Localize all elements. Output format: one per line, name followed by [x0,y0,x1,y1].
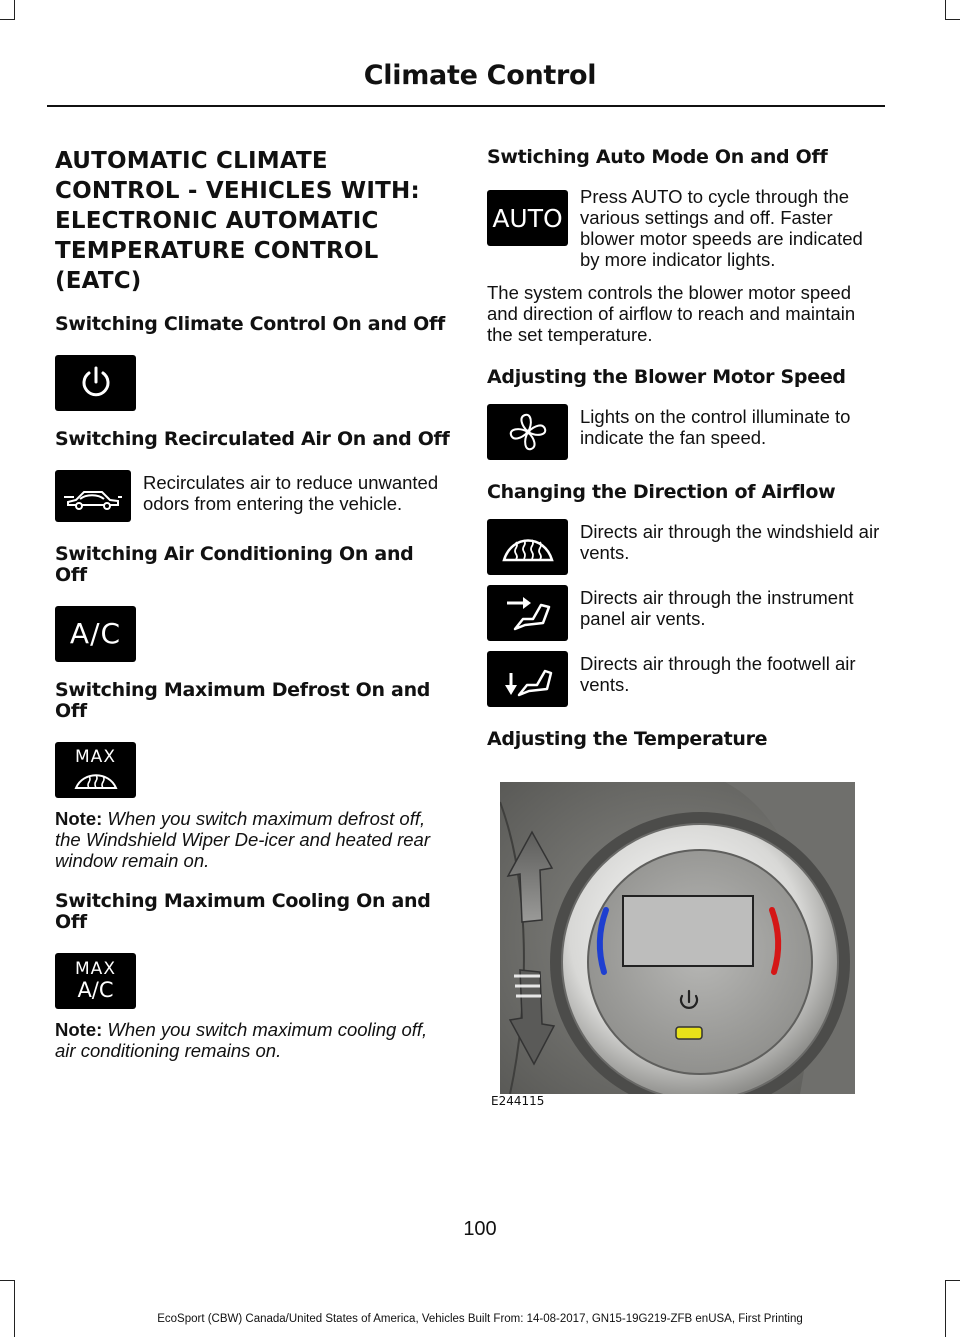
footwell-vents-icon [487,651,568,707]
ac-icon-label: A/C [69,617,122,650]
blower-description: Lights on the control illuminate to indicate the fan speed. [580,406,851,448]
windshield-vents-item [487,519,882,575]
power-heading: Switching Climate Control On and Off [55,313,445,335]
panel-vents-icon [487,585,568,641]
auto-icon [487,190,568,246]
airflow-description: Directs air through the windshield air vents. [580,521,880,563]
blower-item [487,404,882,460]
max-ac-icon [55,953,136,1009]
recirc-heading: Switching Recirculated Air On and Off [55,428,450,450]
max-defrost-icon-label: MAX [75,746,116,767]
windshield-vents-icon [487,519,568,575]
crop-mark [945,1280,960,1281]
right-column [487,147,882,770]
recirc-item [55,470,450,522]
airflow-heading: Changing the Direction of Airflow [487,481,836,503]
recirc-description: Recirculates air to reduce unwanted odors from entering the vehicle. [143,472,439,514]
power-item [55,355,450,411]
page-number: 100 [463,1218,497,1240]
max-cooling-item [55,953,450,1009]
fan-icon [487,404,568,460]
header-rule [47,105,885,107]
crop-mark [14,1280,15,1337]
note-label: Note: [55,1019,103,1040]
max-defrost-note [55,808,450,871]
footwell-vents-item [487,651,882,707]
max-ac-icon-label-bottom: A/C [77,978,114,1002]
auto-item [487,186,882,270]
left-column [55,140,450,1073]
temperature-heading: Adjusting the Temperature [487,728,768,750]
max-ac-icon-label-top: MAX [75,959,116,979]
blower-heading: Adjusting the Blower Motor Speed [487,366,846,388]
note-label: Note: [55,808,103,829]
crop-mark [14,0,15,20]
max-cooling-heading: Switching Maximum Cooling On and Off [55,890,431,933]
ac-icon [55,606,136,662]
crop-mark [945,19,960,20]
max-cooling-note [55,1019,450,1061]
note-text: When you switch maximum cooling off, air conditioning remains on. [55,1019,428,1061]
note-text: When you switch maximum defrost off, the Windshield Wiper De-icer and heated rear window remain on. [55,808,430,871]
max-defrost-heading: Switching Maximum Defrost On and Off [55,679,431,722]
footer-text: EcoSport (CBW) Canada/United States of America, Vehicles Built From: 14-08-2017, GN15-19G219-ZFB enUSA, First Printing [157,1313,803,1325]
page-title: Climate Control [363,60,597,91]
ac-heading: Switching Air Conditioning On and Off [55,543,414,586]
recirculated-air-icon [55,470,131,522]
crop-mark [945,0,946,20]
crop-mark [0,1280,15,1281]
crop-mark [945,1280,946,1337]
auto-heading: Swtiching Auto Mode On and Off [487,146,828,168]
airflow-description: Directs air through the instrument panel air vents. [580,587,854,629]
power-icon [55,355,136,411]
panel-vents-item [487,585,882,641]
max-defrost-icon [55,742,136,798]
section-heading: AUTOMATIC CLIMATE CONTROL - VEHICLES WITH: ELECTRONIC AUTOMATIC TEMPERATURE CONTROL (EATC) [55,148,420,294]
max-defrost-item [55,742,450,798]
airflow-description: Directs air through the footwell air vents. [580,653,856,695]
auto-icon-label: AUTO [492,203,563,233]
crop-mark [0,19,15,20]
auto-paragraph: The system controls the blower motor speed and direction of airflow to reach and maintain the set temperature. [487,282,856,345]
image-code: E244115 [491,1094,545,1108]
ac-item [55,606,450,662]
auto-description: Press AUTO to cycle through the various settings and off. Faster blower motor speeds are indicated by more indicator lights. [580,186,863,270]
temperature-control-image [500,782,855,1094]
